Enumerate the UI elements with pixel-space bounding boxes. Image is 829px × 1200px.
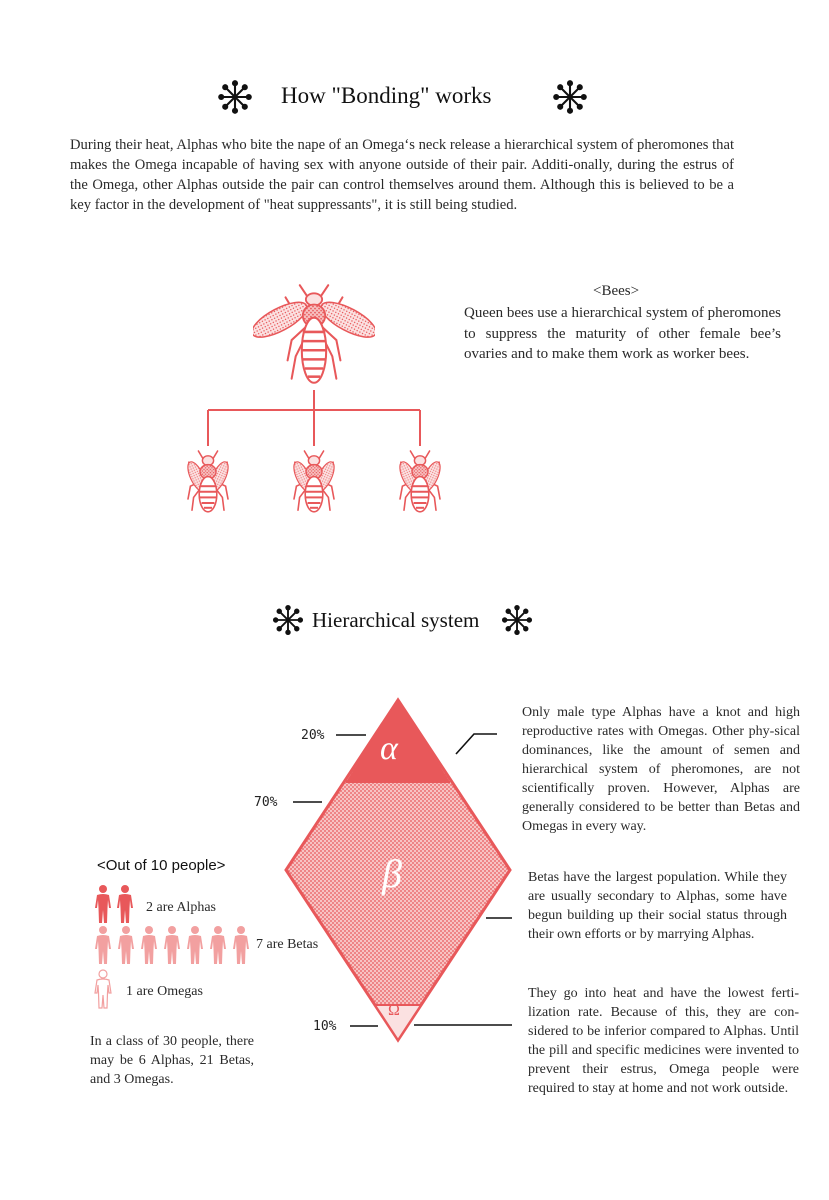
omega-person-icon [93, 969, 115, 1009]
section-title-hierarchy: Hierarchical system [312, 608, 480, 632]
beta-symbol: β [382, 851, 402, 896]
bees-paragraph: Queen bees use a hierarchical system of pheromones to suppress the maturity of other female bee’s ovaries and to make them work as worker bees. [464, 305, 781, 362]
omega-description: They go into heat and have the lowest ferti-lization rate. Because of this, they are con-sidered to be inferior compared to Alphas. Until the pill and specific medicines were invented to prevent their estrus, Omega people were required to stay at home and not work outside. [528, 986, 799, 1096]
alpha-people-icons [93, 884, 143, 924]
beta-description: Betas have the largest population. While they are usually secondary to Alphas, some have begun building up their social status through their own efforts or by marrying Alphas. [528, 870, 787, 942]
bonding-intro-paragraph: During their heat, Alphas who bite the nape of an Omega‘s neck release a hierarchical system of pheromones that makes the Omega incapable of having sex with anyone outside of their pair. Additi-onally, during the estrus of the Omega, other Alphas outside the pair can control themselves around them. Although this is believed to be a key factor in the development of "heat suppressants", it is still being studied. [70, 137, 734, 213]
omega-percent: 10% [313, 1019, 337, 1034]
section-title-bonding: How "Bonding" works [281, 83, 492, 108]
omega-symbol: Ω [388, 1002, 400, 1019]
alpha-description: Only male type Alphas have a knot and high reproductive rates with Omegas. Other phy-sical dominances, like the amount of semen and hierarchical system of pheromones, are not scientifically proven. However, Alphas are generally considered to be better than Betas and Omegas in every way. [522, 705, 800, 834]
bees-title: <Bees> [593, 283, 640, 299]
class-note: In a class of 30 people, there may be 6 Alphas, 21 Betas, and 3 Omegas. [90, 1034, 254, 1087]
population-title: <Out of 10 people> [97, 857, 226, 874]
beta-people-icons [93, 925, 253, 965]
betas-label: 7 are Betas [256, 937, 319, 952]
omegas-label: 1 are Omegas [126, 984, 203, 999]
alpha-percent: 20% [301, 728, 325, 743]
beta-percent: 70% [254, 795, 278, 810]
alphas-label: 2 are Alphas [146, 900, 216, 915]
alpha-symbol: α [380, 730, 398, 767]
